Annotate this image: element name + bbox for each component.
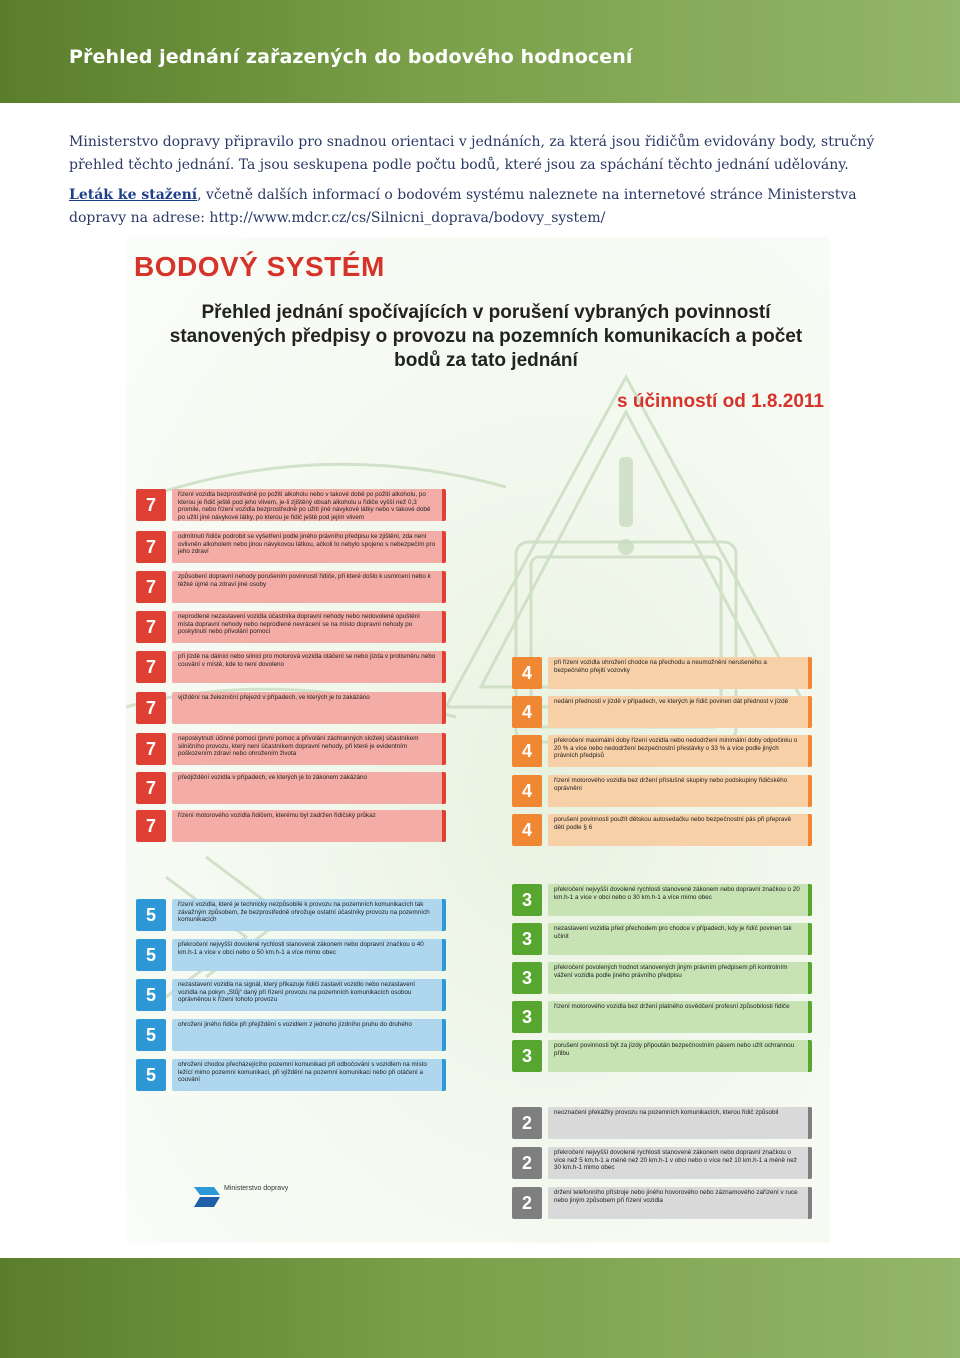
offence-description: nezastavení vozidla na signál, který přikazuje řidiči zastavit vozidlo nebo nezastavení vozidla na pokyn „Stůj“ daný při řízení provozu na pozemních komunikacích osobou oprávněnou k řízení tohoto provozu — [172, 979, 446, 1011]
offence-description: řízení vozidla, které je technicky nezpůsobilé k provozu na pozemních komunikacích tak závažným způsobem, že bezprostředně ohrožuje ostatní účastníky provozu na pozemních komunikacích — [172, 899, 446, 931]
offence-description: nedání přednosti v jízdě v případech, ve kterých je řidič povinen dát přednost v jízdě — [548, 696, 812, 728]
offence-row-four-points — [512, 696, 812, 728]
poster-subtitle: Přehled jednání spočívajících v porušení vybraných povinností stanovených předpisy o provozu na pozemních komunikacích a počet bodů za tato jednání — [169, 302, 803, 371]
points-badge: 5 — [136, 1059, 166, 1091]
offence-description: odmítnutí řidiče podrobit se vyšetření podle jiného právního předpisu ke zjištění, zda není ovlivněn alkoholem nebo jinou návykovou látkou, ačkoli to nebylo spojeno s nebezpečím pro jeho zdraví — [172, 531, 446, 563]
offence-description: neoznačení překážky provozu na pozemních komunikacích, kterou řidič způsobil — [548, 1107, 812, 1139]
offence-row-four-points — [512, 814, 812, 846]
offence-description: řízení motorového vozidla bez držení platného osvědčení profesní způsobilosti řidiče — [548, 1001, 812, 1033]
intro-text — [69, 131, 899, 237]
offence-row-four-points — [512, 735, 812, 767]
intro-paragraph-2-text: , včetně dalších informací o bodovém systému naleznete na internetové stránce Ministerstva dopravy na adrese: http://www.mdcr.cz/cs/Silnicni_doprava/bodovy_system/ — [69, 187, 857, 226]
offence-row-four-points — [512, 657, 812, 689]
offence-row-seven-points — [136, 733, 446, 765]
offence-description: ohrožení jiného řidiče při přejíždění s vozidlem z jednoho jízdního pruhu do druhého — [172, 1019, 446, 1051]
offence-description: neposkytnutí účinné pomoci (první pomoc a přivolání záchranných složek) účastníkem silničního provozu, který není účastníkem dopravní nehody, při které je evidentním poškozením zdraví nebo ohrožením života — [172, 733, 446, 765]
leaflet-download-link[interactable]: Leták ke stažení — [69, 187, 198, 203]
points-badge: 2 — [512, 1187, 542, 1219]
offence-row-two-points — [512, 1187, 812, 1219]
poster-title: BODOVÝ SYSTÉM — [134, 251, 385, 282]
offence-row-seven-points — [136, 611, 446, 643]
offence-row-five-points — [136, 1019, 446, 1051]
offence-description: při řízení vozidla ohrožení chodce na přechodu a neumožnění nerušeného a bezpečného přejití vozovky — [548, 657, 812, 689]
offence-description: překročení nejvyšší dovolené rychlosti stanovené zákonem nebo dopravní značkou o 20 km.h-1 a více v obci nebo o 30 km.h-1 a více mimo obec — [548, 884, 812, 916]
offence-row-seven-points — [136, 651, 446, 683]
offence-row-seven-points — [136, 772, 446, 804]
offence-row-seven-points — [136, 531, 446, 563]
points-badge: 5 — [136, 899, 166, 931]
intro-paragraph-1: Ministerstvo dopravy připravilo pro snadnou orientaci v jednáních, za která jsou řidičům evidovány body, stručný přehled těchto jednání. Ta jsou seskupena podle počtu bodů, které jsou za spáchání těchto jednání udělovány. — [69, 134, 875, 173]
points-badge: 7 — [136, 733, 166, 765]
page-footer — [0, 1258, 960, 1358]
offence-description: překročení povolených hodnot stanovených jiným právním předpisem při kontrolním vážení vozidla podle jiného právního předpisu — [548, 962, 812, 994]
points-badge: 3 — [512, 962, 542, 994]
points-badge: 4 — [512, 735, 542, 767]
offence-description: porušení povinnosti být za jízdy připoután bezpečnostním pásem nebo užít ochrannou přilbu — [548, 1040, 812, 1072]
points-badge: 7 — [136, 611, 166, 643]
points-badge: 7 — [136, 489, 166, 521]
offence-row-five-points — [136, 899, 446, 931]
offence-row-seven-points — [136, 692, 446, 724]
offence-description: ohrožení chodce přecházejícího pozemní komunikaci při odbočování s vozidlem na místo ležící mimo pozemní komunikaci, při vjíždění na pozemní komunikaci nebo při otáčení a couvání — [172, 1059, 446, 1091]
points-badge: 7 — [136, 692, 166, 724]
points-badge: 5 — [136, 1019, 166, 1051]
points-badge: 4 — [512, 657, 542, 689]
offence-row-seven-points — [136, 489, 446, 521]
offence-row-seven-points — [136, 571, 446, 603]
offence-description: řízení motorového vozidla bez držení příslušné skupiny nebo podskupiny řidičského oprávnění — [548, 775, 812, 807]
points-badge: 5 — [136, 979, 166, 1011]
offence-row-two-points — [512, 1107, 812, 1139]
offence-row-four-points — [512, 775, 812, 807]
offence-row-three-points — [512, 1040, 812, 1072]
points-badge: 4 — [512, 814, 542, 846]
offence-description: neprodlené nezastavení vozidla účastníka dopravní nehody nebo nedovolené opuštění místa dopravní nehody nebo neprodlené nevrácení se na místo dopravní nehody po poskytnutí nebo přivolání pomoci — [172, 611, 446, 643]
offence-description: nezastavení vozidla před přechodem pro chodce v případech, kdy je řidič povinen tak učinit — [548, 923, 812, 955]
offence-description: překročení maximální doby řízení vozidla nebo nedodržení minimální doby odpočinku o 20 % a více nebo nedodržení bezpečnostní přestávky o 33 % a více podle jiných právních předpisů — [548, 735, 812, 767]
offence-description: při jízdě na dálnici nebo silnici pro motorová vozidla otáčení se nebo jízda v protisměru nebo couvání v místě, kde to není dovoleno — [172, 651, 446, 683]
points-badge: 7 — [136, 651, 166, 683]
points-badge: 3 — [512, 1040, 542, 1072]
poster-effective-date: s účinností od 1.8.2011 — [617, 391, 824, 412]
points-badge: 3 — [512, 884, 542, 916]
points-badge: 7 — [136, 571, 166, 603]
offence-description: řízení motorového vozidla řidičem, kterému byl zadržen řidičský průkaz — [172, 810, 446, 842]
offence-row-three-points — [512, 923, 812, 955]
points-badge: 7 — [136, 810, 166, 842]
offence-description: předjíždění vozidla v případech, ve kterých je to zákonem zakázáno — [172, 772, 446, 804]
intro-paragraph-2 — [69, 184, 899, 229]
offence-row-three-points — [512, 962, 812, 994]
offence-row-three-points — [512, 1001, 812, 1033]
offence-row-five-points — [136, 1059, 446, 1091]
points-badge: 4 — [512, 696, 542, 728]
points-badge: 3 — [512, 923, 542, 955]
page-title: Přehled jednání zařazených do bodového hodnocení — [69, 46, 633, 68]
offence-description: řízení vozidla bezprostředně po požití alkoholu nebo v takové době po požití alkoholu, po kterou je řidič ještě pod jeho vlivem, je-li zjištěný obsah alkoholu u řidiče vyšší než 0,3 promile, nebo řízení vozidla bezprostředně po užití jiné návykové látky nebo v takové době po užití jiné návykové látky, po kterou je řidič ještě pod jejím vlivem — [172, 489, 446, 521]
offence-row-five-points — [136, 979, 446, 1011]
point-system-poster — [126, 237, 830, 1243]
ministry-logo-text: Ministerstvo dopravy — [224, 1185, 289, 1192]
points-badge: 5 — [136, 939, 166, 971]
offence-description: způsobení dopravní nehody porušením povinností řidiče, při které došlo k usmrcení nebo k těžké újmě na zdraví jiné osoby — [172, 571, 446, 603]
offence-row-three-points — [512, 884, 812, 916]
points-badge: 3 — [512, 1001, 542, 1033]
points-badge: 2 — [512, 1107, 542, 1139]
offence-description: překročení nejvyšší dovolené rychlosti stanovené zákonem nebo dopravní značkou o 40 km.h-1 a více v obci nebo o 50 km.h-1 a více mimo obec — [172, 939, 446, 971]
points-badge: 7 — [136, 531, 166, 563]
offence-description: překročení nejvyšší dovolené rychlosti stanovené zákonem nebo dopravní značkou o více než 5 km.h-1 a méně než 20 km.h-1 v obci nebo o více než 10 km.h-1 a méně než 30 km.h-1 mimo obec — [548, 1147, 812, 1179]
offence-description: porušení povinnosti použít dětskou autosedačku nebo bezpečnostní pás při přepravě dětí podle § 6 — [548, 814, 812, 846]
offence-description: vjíždění na železniční přejezd v případech, ve kterých je to zakázáno — [172, 692, 446, 724]
points-badge: 7 — [136, 772, 166, 804]
page-header — [0, 0, 960, 103]
offence-row-five-points — [136, 939, 446, 971]
offence-row-seven-points — [136, 810, 446, 842]
offence-row-two-points — [512, 1147, 812, 1179]
points-badge: 4 — [512, 775, 542, 807]
offence-description: držení telefonního přístroje nebo jiného hovorového nebo záznamového zařízení v ruce nebo jiným způsobem při řízení vozidla — [548, 1187, 812, 1219]
points-badge: 2 — [512, 1147, 542, 1179]
